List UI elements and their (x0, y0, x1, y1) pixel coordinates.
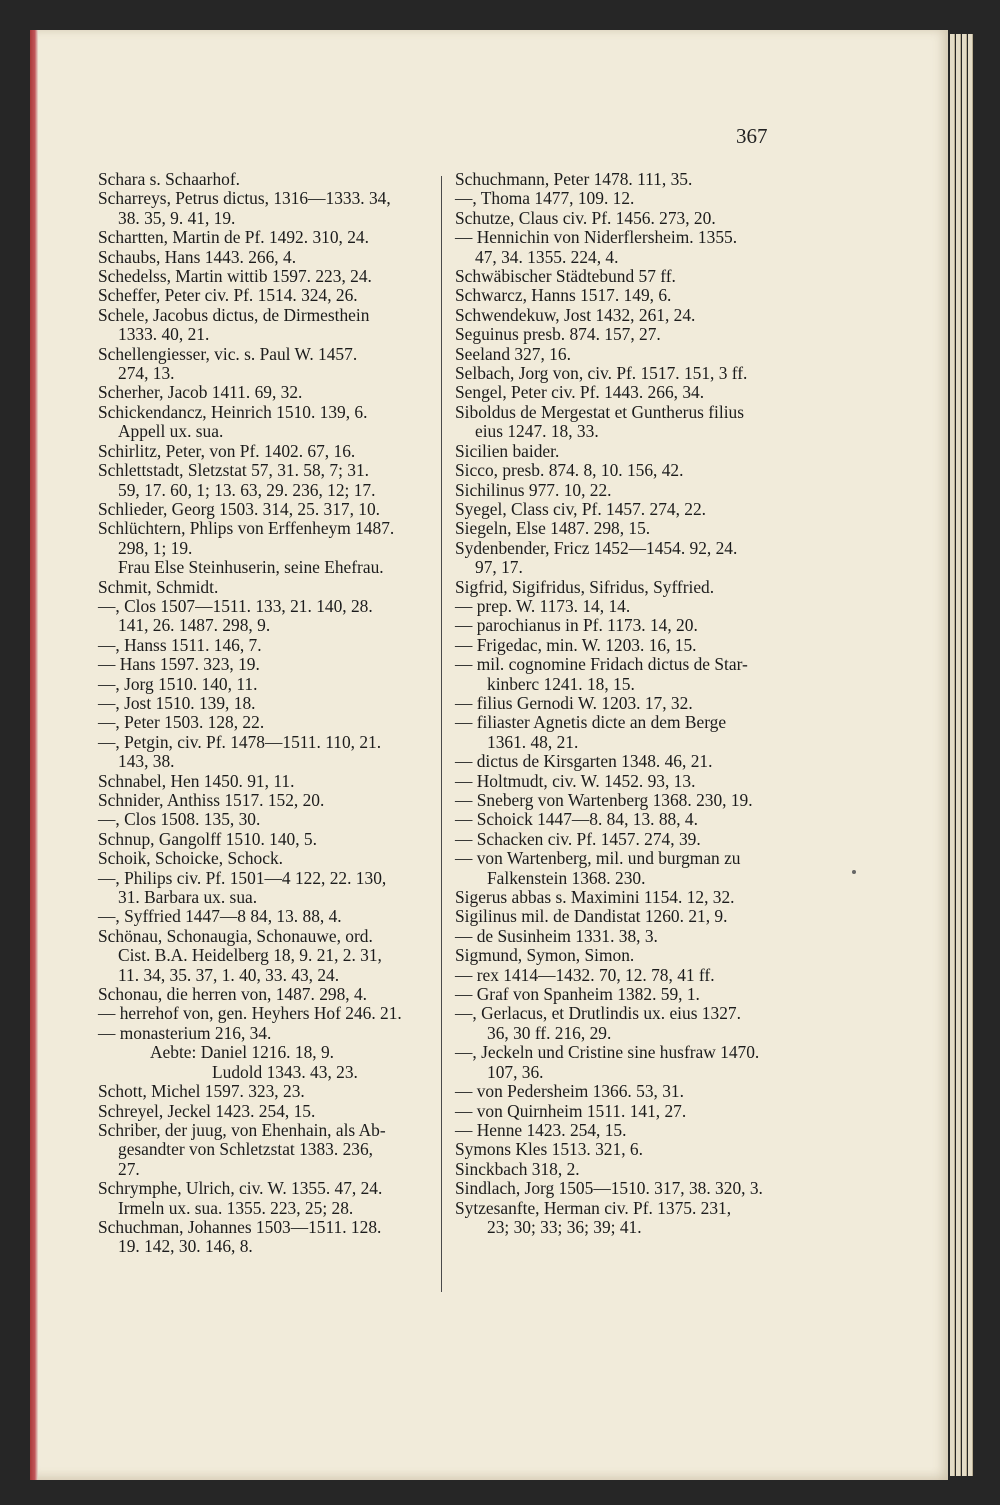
index-entry-abbots: Ludold 1343. 43, 23. (212, 1061, 358, 1082)
index-entry-continuation: 141, 26. 1487. 298, 9. (118, 615, 271, 636)
index-entry: Schutze, Claus civ. Pf. 1456. 273, 20. (455, 207, 716, 228)
index-entry-continuation: 107, 36. (487, 1061, 544, 1082)
index-entry: Seguinus presb. 874. 157, 27. (455, 324, 661, 345)
index-entry: —, Hanss 1511. 146, 7. (98, 634, 262, 655)
index-entry-continuation: 274, 13. (118, 363, 175, 384)
index-entry: Sigfrid, Sigifridus, Sifridus, Syffried. (455, 576, 715, 597)
index-entry: — Schacken civ. Pf. 1457. 274, 39. (455, 828, 701, 849)
index-entry: Schwendekuw, Jost 1432, 261, 24. (455, 304, 696, 325)
index-entry: Sicilien baider. (455, 440, 560, 461)
index-entry: Schedelss, Martin wittib 1597. 223, 24. (98, 266, 372, 287)
index-entry-abbots: Aebte: Daniel 1216. 18, 9. (150, 1042, 335, 1063)
index-entry: Sigmund, Symon, Simon. (455, 945, 635, 966)
index-entry: Schlieder, Georg 1503. 314, 25. 317, 10. (98, 498, 381, 519)
column-divider (441, 176, 442, 1292)
index-entry: Schott, Michel 1597. 323, 23. (98, 1081, 305, 1102)
index-entry-continuation: Falkenstein 1368. 230. (487, 867, 646, 888)
index-entry: Sytzesanfte, Herman civ. Pf. 1375. 231, (455, 1197, 732, 1218)
index-entry-continuation: Irmeln ux. sua. 1355. 223, 25; 28. (118, 1197, 354, 1218)
index-entry: — von Pedersheim 1366. 53, 31. (455, 1081, 684, 1102)
index-entry: Schwäbischer Städtebund 57 ff. (455, 266, 676, 287)
index-entry-continuation: 47, 34. 1355. 224, 4. (475, 246, 619, 267)
index-entry: — Sneberg von Wartenberg 1368. 230, 19. (455, 790, 753, 810)
index-entry: Scheffer, Peter civ. Pf. 1514. 324, 26. (98, 285, 358, 306)
index-entry: —, Jost 1510. 139, 18. (98, 692, 256, 713)
index-entry-continuation: 23; 30; 33; 36; 39; 41. (487, 1216, 642, 1237)
index-entry-continuation: 1333. 40, 21. (118, 324, 210, 345)
index-entry: —, Jorg 1510. 140, 11. (98, 673, 258, 694)
index-entry-continuation: 1361. 48, 21. (487, 731, 579, 752)
paper-speck (852, 870, 856, 874)
index-entry-continuation: gesandter von Schletzstat 1383. 236, (118, 1139, 374, 1160)
index-entry: Schuchman, Johannes 1503—1511. 128. (98, 1216, 382, 1237)
index-entry-continuation: kinberc 1241. 18, 15. (487, 673, 635, 694)
index-entry: Schrymphe, Ulrich, civ. W. 1355. 47, 24. (98, 1178, 383, 1199)
index-entry: Schlettstadt, Sletzstat 57, 31. 58, 7; 31. (98, 460, 369, 481)
index-entry: Sichilinus 977. 10, 22. (455, 479, 612, 500)
index-entry: Schaubs, Hans 1443. 266, 4. (98, 246, 297, 267)
index-entry: — de Susinheim 1331. 38, 3. (455, 925, 658, 946)
index-entry: Sicco, presb. 874. 8, 10. 156, 42. (455, 460, 684, 481)
index-entry-continuation: Cist. B.A. Heidelberg 18, 9. 21, 2. 31, (118, 945, 382, 966)
index-entry: Symons Kles 1513. 321, 6. (455, 1139, 643, 1160)
page-edge (956, 34, 961, 1476)
index-entry: Schreyel, Jeckel 1423. 254, 15. (98, 1100, 316, 1121)
index-entry: Sigilinus mil. de Dandistat 1260. 21, 9. (455, 906, 728, 927)
index-entry: Schele, Jacobus dictus, de Dirmesthein (98, 304, 370, 325)
index-entry-continuation: 38. 35, 9. 41, 19. (118, 207, 236, 228)
index-entry: Schara s. Schaarhof. (98, 169, 240, 189)
index-entry: — herrehof von, gen. Heyhers Hof 246. 21. (98, 1003, 402, 1024)
index-entry: — monasterium 216, 34. (98, 1022, 272, 1043)
index-entry: — dictus de Kirsgarten 1348. 46, 21. (455, 751, 713, 772)
index-entry: Schnup, Gangolff 1510. 140, 5. (98, 828, 317, 849)
index-entry-continuation: 143, 38. (118, 751, 175, 772)
index-entry-continuation: Frau Else Steinhuserin, seine Ehefrau. (118, 557, 384, 578)
index-entry: —, Clos 1508. 135, 30. (98, 809, 261, 830)
index-entry: Schönau, Schonaugia, Schonauwe, ord. (98, 925, 373, 946)
page-edge (950, 34, 955, 1476)
index-entry: Sinckbach 318, 2. (455, 1158, 580, 1179)
index-entry-continuation: eius 1247. 18, 33. (475, 421, 599, 442)
index-entry-continuation: 97, 17. (475, 557, 523, 578)
index-entry: Scherher, Jacob 1411. 69, 32. (98, 382, 303, 403)
index-entry: —, Syffried 1447—8 84, 13. 88, 4. (98, 906, 342, 927)
index-entry: Schellengiesser, vic. s. Paul W. 1457. (98, 343, 358, 364)
index-entry-continuation: 36, 30 ff. 216, 29. (487, 1022, 612, 1043)
index-entry: Siboldus de Mergestat et Guntherus filius (455, 401, 745, 422)
index-entry: —, Gerlacus, et Drutlindis ux. eius 1327. (455, 1003, 741, 1024)
index-entry: —, Peter 1503. 128, 22. (98, 712, 265, 733)
index-entry: Schmit, Schmidt. (98, 576, 219, 597)
index-entry: Schonau, die herren von, 1487. 298, 4. (98, 984, 368, 1005)
index-entry-continuation: 27. (118, 1158, 140, 1179)
index-entry: Schlüchtern, Phlips von Erffenheym 1487. (98, 518, 395, 539)
index-entry: Schuchmann, Peter 1478. 111, 35. (455, 169, 693, 189)
index-entry-continuation: 298, 1; 19. (118, 537, 193, 558)
index-entry: Sigerus abbas s. Maximini 1154. 12, 32. (455, 887, 735, 908)
index-entry: Siegeln, Else 1487. 298, 15. (455, 518, 651, 539)
index-entry: —, Philips civ. Pf. 1501—4 122, 22. 130, (98, 867, 387, 888)
index-entry: — parochianus in Pf. 1173. 14, 20. (455, 615, 698, 636)
index-entry: Schoik, Schoicke, Schock. (98, 848, 283, 869)
index-entry-continuation: 59, 17. 60, 1; 13. 63, 29. 236, 12; 17. (118, 479, 376, 500)
index-entry: — Schoick 1447—8. 84, 13. 88, 4. (455, 809, 698, 830)
index-entry: Sindlach, Jorg 1505—1510. 317, 38. 320, 3. (455, 1178, 763, 1199)
index-entry: Sengel, Peter civ. Pf. 1443. 266, 34. (455, 382, 705, 403)
index-entry: Syegel, Class civ, Pf. 1457. 274, 22. (455, 498, 707, 519)
index-entry: Schwarcz, Hanns 1517. 149, 6. (455, 285, 672, 306)
index-entry: — Henne 1423. 254, 15. (455, 1119, 627, 1140)
index-entry-continuation: 31. Barbara ux. sua. (118, 887, 258, 908)
index-entry: Schickendancz, Heinrich 1510. 139, 6. (98, 401, 368, 422)
index-entry: — von Wartenberg, mil. und burgman zu (455, 848, 741, 869)
index-entry: —, Clos 1507—1511. 133, 21. 140, 28. (98, 595, 373, 616)
index-entry: Schnabel, Hen 1450. 91, 11. (98, 770, 295, 791)
index-entry: — Graf von Spanheim 1382. 59, 1. (455, 984, 700, 1005)
index-entry: — Frigedac, min. W. 1203. 16, 15. (455, 634, 697, 655)
index-entry: Scharreys, Petrus dictus, 1316—1333. 34, (98, 188, 391, 209)
index-entry: — prep. W. 1173. 14, 14. (455, 595, 631, 616)
index-entry: Schartten, Martin de Pf. 1492. 310, 24. (98, 227, 369, 248)
index-entry: — filiaster Agnetis dicte an dem Berge (455, 712, 727, 733)
index-entry: —, Petgin, civ. Pf. 1478—1511. 110, 21. (98, 731, 382, 752)
index-entry: Sydenbender, Fricz 1452—1454. 92, 24. (455, 537, 738, 558)
index-entry: — Hennichin von Niderflersheim. 1355. (455, 227, 738, 248)
index-column-left (98, 170, 438, 1257)
index-entry: — von Quirnheim 1511. 141, 27. (455, 1100, 687, 1121)
index-entry: Selbach, Jorg von, civ. Pf. 1517. 151, 3 ff. (455, 363, 748, 384)
index-entry-continuation: 19. 142, 30. 146, 8. (118, 1236, 253, 1257)
index-entry: — Hans 1597. 323, 19. (98, 654, 260, 675)
binding-edge (30, 30, 38, 1480)
index-entry: — Holtmudt, civ. W. 1452. 93, 13. (455, 770, 696, 791)
index-entry: Schirlitz, Peter, von Pf. 1402. 67, 16. (98, 440, 356, 461)
index-entry: — rex 1414—1432. 70, 12. 78, 41 ff. (455, 964, 715, 985)
index-entry: — mil. cognomine Fridach dictus de Star- (455, 654, 748, 675)
page-number: 367 (736, 124, 768, 148)
index-column-right (455, 170, 795, 1237)
index-entry: Schnider, Anthiss 1517. 152, 20. (98, 790, 325, 810)
page-edge (968, 34, 973, 1476)
index-entry-continuation: 11. 34, 35. 37, 1. 40, 33. 43, 24. (118, 964, 340, 985)
page-edge (962, 34, 967, 1476)
index-entry: —, Thoma 1477, 109. 12. (455, 188, 635, 209)
index-entry-continuation: Appell ux. sua. (118, 421, 224, 442)
index-entry: — filius Gernodi W. 1203. 17, 32. (455, 692, 693, 713)
index-entry: —, Jeckeln und Cristine sine husfraw 1470. (455, 1042, 760, 1063)
index-entry: Schriber, der juug, von Ehenhain, als Ab- (98, 1119, 386, 1140)
index-entry: Seeland 327, 16. (455, 343, 571, 364)
